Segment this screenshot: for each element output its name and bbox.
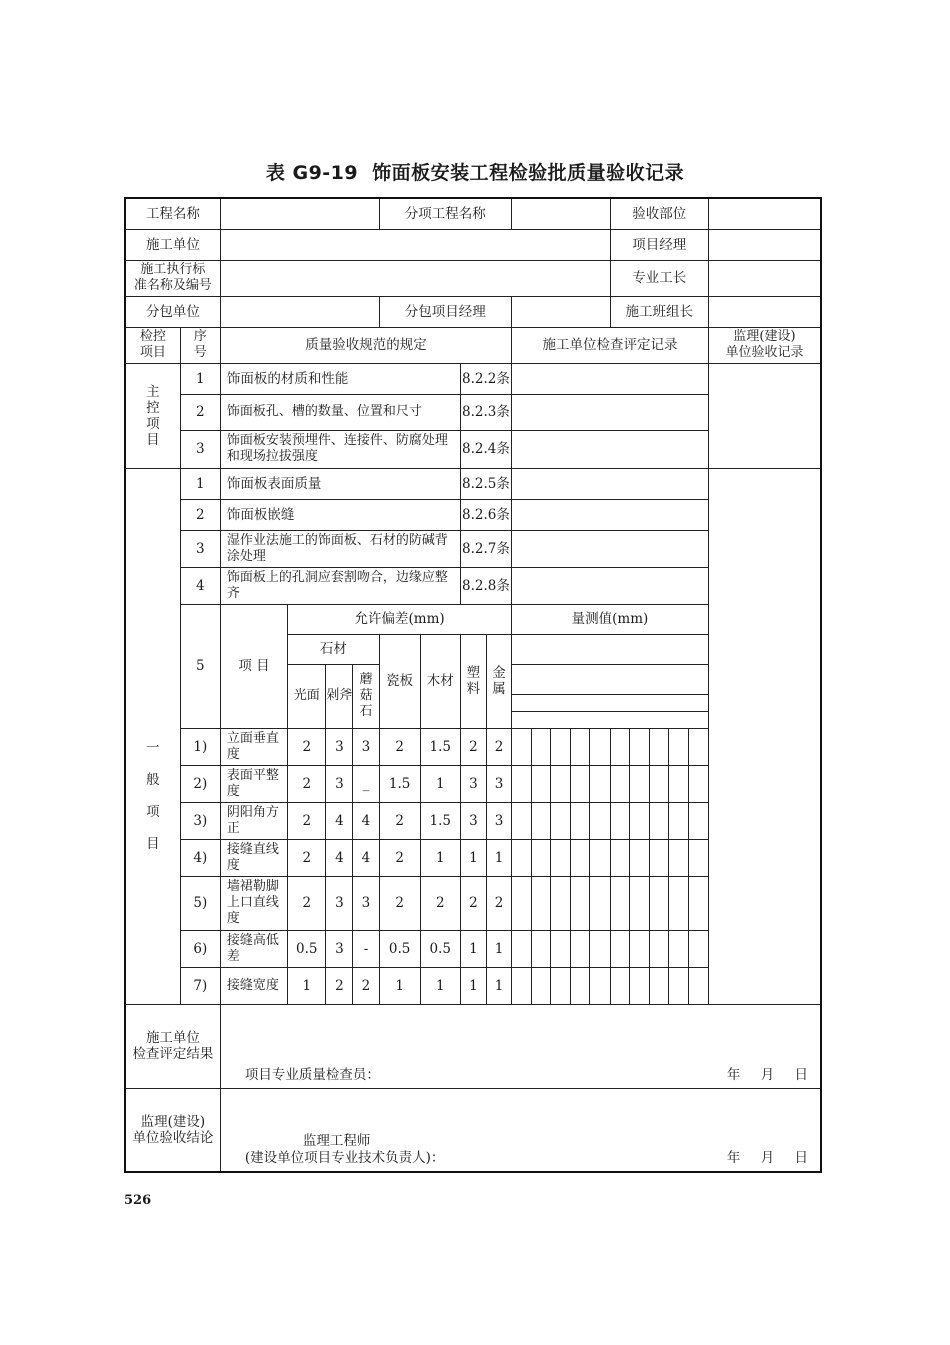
measured-blank[interactable] (512, 664, 709, 694)
general-group-char: 般 (146, 772, 160, 788)
supervision-result-label-2: 单位验收结论 (132, 1129, 214, 1146)
wood-label: 木材 (420, 634, 460, 728)
measure-cell[interactable] (571, 839, 590, 876)
mushroom-label: 蘑菇石 (353, 664, 379, 728)
measure-cell[interactable] (610, 930, 629, 967)
team-leader-field[interactable] (708, 296, 821, 327)
tolerance-value: 3 (460, 765, 486, 802)
seq-header-1: 序 (193, 329, 207, 344)
tolerance-value: 0.5 (420, 930, 460, 967)
tolerance-no: 4) (180, 839, 220, 876)
tolerance-value: 1 (486, 967, 511, 1004)
tolerance-no: 2) (180, 765, 220, 802)
supervision-header-2: 单位验收记录 (725, 345, 804, 360)
general-item-text: 湿作业法施工的饰面板、石材的防碱背涂处理 (220, 530, 460, 567)
measure-cell[interactable] (551, 802, 571, 839)
general-group-char: 一 (146, 740, 160, 756)
eval-result-label-1: 施工单位 (145, 1030, 200, 1046)
allowed-deviation-label: 允许偏差(mm) (288, 604, 512, 634)
tolerance-value: 1 (460, 839, 486, 876)
supervision-result-row (125, 1088, 821, 1172)
sub-manager-field[interactable] (512, 296, 610, 327)
main-item-no: 3 (180, 430, 220, 468)
measure-cell[interactable] (610, 728, 629, 765)
main-item-text: 饰面板的材质和性能 (220, 363, 460, 394)
measure-cell[interactable] (532, 930, 551, 967)
seq-header-2: 号 (193, 345, 207, 360)
general-item-ref: 8.2.5条 (460, 468, 511, 499)
measure-cell[interactable] (571, 930, 590, 967)
deviation-no: 5 (180, 604, 220, 728)
measure-cell[interactable] (629, 802, 649, 839)
main-supervision-field[interactable] (708, 363, 821, 468)
measure-cell[interactable] (532, 839, 551, 876)
measure-cell[interactable] (590, 839, 610, 876)
foreman-label: 专业工长 (610, 260, 708, 296)
measure-cell[interactable] (590, 930, 610, 967)
tolerance-value: 2 (326, 967, 353, 1004)
acceptance-part-label: 验收部位 (610, 198, 708, 229)
tolerance-value: 1.5 (420, 728, 460, 765)
general-item-eval-field[interactable] (512, 468, 709, 499)
general-item-eval-field[interactable] (512, 567, 709, 604)
tolerance-no: 5) (180, 876, 220, 930)
check-item-header-2: 项目 (139, 345, 166, 360)
project-manager-field[interactable] (708, 229, 821, 260)
measure-cell[interactable] (649, 839, 668, 876)
general-item-row (125, 468, 821, 499)
tolerance-value: 1 (486, 839, 511, 876)
tolerance-value: 4 (326, 802, 353, 839)
measure-cell[interactable] (571, 802, 590, 839)
measure-cell[interactable] (668, 876, 688, 930)
foreman-field[interactable] (708, 260, 821, 296)
tolerance-value: 3 (326, 876, 353, 930)
measure-cell[interactable] (610, 876, 629, 930)
main-item-no: 2 (180, 394, 220, 430)
measure-cell[interactable] (551, 930, 571, 967)
tolerance-value: 1 (460, 967, 486, 1004)
tolerance-name: 墙裙勒脚上口直线度 (220, 876, 287, 930)
measure-cell[interactable] (629, 839, 649, 876)
tolerance-value: 2 (288, 728, 326, 765)
tolerance-value: 1 (460, 930, 486, 967)
general-item-no: 3 (180, 530, 220, 567)
measure-cell[interactable] (688, 802, 708, 839)
tolerance-value: 1 (420, 967, 460, 1004)
general-group-char: 目 (146, 836, 160, 852)
main-item-ref: 8.2.2条 (460, 363, 511, 394)
measure-cell[interactable] (610, 839, 629, 876)
measure-cell[interactable] (512, 839, 532, 876)
polished-label: 光面 (288, 664, 326, 728)
general-item-text: 饰面板嵌缝 (220, 499, 460, 530)
measure-cell[interactable] (610, 802, 629, 839)
measure-cell[interactable] (688, 967, 708, 1004)
spec-header: 质量验收规范的规定 (220, 327, 511, 363)
measure-cell[interactable] (551, 839, 571, 876)
header-row-4 (125, 296, 821, 327)
supervision-date: 年 月 日 (726, 1150, 808, 1166)
main-item-eval-field[interactable] (512, 430, 709, 468)
main-item-row (125, 363, 821, 394)
general-group (125, 468, 180, 1004)
measure-cell[interactable] (688, 839, 708, 876)
tolerance-name: 立面垂直度 (220, 728, 287, 765)
tolerance-value: 1 (486, 930, 511, 967)
measure-cell[interactable] (551, 728, 571, 765)
general-item-text: 饰面板上的孔洞应套割吻合，边缘应整齐 (220, 567, 460, 604)
measure-cell[interactable] (629, 765, 649, 802)
general-item-no: 4 (180, 567, 220, 604)
measure-cell[interactable] (629, 930, 649, 967)
main-item-eval-field[interactable] (512, 394, 709, 430)
main-group-char: 控 (146, 399, 160, 416)
tolerance-value: 3 (326, 728, 353, 765)
construction-unit-label: 施工单位 (125, 229, 220, 260)
header-row-2 (125, 229, 821, 260)
measure-cell[interactable] (571, 876, 590, 930)
general-item-ref: 8.2.6条 (460, 499, 511, 530)
header-row-1 (125, 198, 821, 229)
eval-result-row (125, 1004, 821, 1088)
tolerance-no: 3) (180, 802, 220, 839)
measure-cell[interactable] (688, 728, 708, 765)
sub-project-name-label: 分项工程名称 (379, 198, 512, 229)
measure-cell[interactable] (532, 802, 551, 839)
tolerance-value: 1.5 (420, 802, 460, 839)
measure-cell[interactable] (668, 967, 688, 1004)
tolerance-value: 2 (379, 802, 420, 839)
tolerance-value: 2 (420, 876, 460, 930)
header-row-3 (125, 260, 821, 296)
stone-label: 石材 (288, 634, 379, 664)
page-title (0, 158, 950, 185)
measure-cell[interactable] (512, 930, 532, 967)
measure-cell[interactable] (590, 765, 610, 802)
measure-cell[interactable] (571, 967, 590, 1004)
tolerance-value: 2 (379, 839, 420, 876)
sub-project-name-field[interactable] (512, 198, 610, 229)
tolerance-value: 2 (288, 802, 326, 839)
measure-cell[interactable] (532, 876, 551, 930)
tolerance-name: 接缝宽度 (220, 967, 287, 1004)
engineer-label-1: 监理工程师 (302, 1133, 371, 1149)
measure-cell[interactable] (649, 876, 668, 930)
tolerance-value: 2 (288, 765, 326, 802)
ceramic-label: 瓷板 (379, 634, 420, 728)
main-group-char: 目 (146, 431, 160, 448)
tolerance-value: 0.5 (379, 930, 420, 967)
measure-cell[interactable] (590, 967, 610, 1004)
main-group-char: 主 (146, 383, 160, 400)
main-item-ref: 8.2.3条 (460, 394, 511, 430)
measure-cell[interactable] (629, 728, 649, 765)
measure-cell[interactable] (649, 802, 668, 839)
main-control-group (125, 363, 180, 468)
measured-blank[interactable] (512, 634, 709, 664)
measure-cell[interactable] (688, 930, 708, 967)
general-item-no: 1 (180, 468, 220, 499)
measure-cell[interactable] (590, 728, 610, 765)
tolerance-value: 4 (326, 839, 353, 876)
measure-cell[interactable] (532, 728, 551, 765)
measure-cell[interactable] (512, 728, 532, 765)
measure-cell[interactable] (668, 839, 688, 876)
engineer-label-2: (建设单位项目专业技术负责人)： (244, 1150, 445, 1166)
standard-label (125, 260, 220, 296)
tolerance-value: 0.5 (288, 930, 326, 967)
tolerance-value: 3 (460, 802, 486, 839)
measure-cell[interactable] (532, 765, 551, 802)
table-title: 饰面板安装工程检验批质量验收记录 (372, 162, 685, 184)
measure-cell[interactable] (649, 930, 668, 967)
standard-label-line2: 准名称及编号 (133, 278, 212, 293)
supervision-result-label (125, 1088, 220, 1172)
tolerance-value: 2 (486, 876, 511, 930)
measured-blank[interactable] (512, 694, 709, 711)
tolerance-value: 2 (486, 728, 511, 765)
measure-cell[interactable] (629, 876, 649, 930)
acceptance-part-field[interactable] (708, 198, 821, 229)
measure-cell[interactable] (610, 967, 629, 1004)
project-manager-label: 项目经理 (610, 229, 708, 260)
general-item-no: 2 (180, 499, 220, 530)
measure-cell[interactable] (512, 765, 532, 802)
tolerance-value: 2 (460, 728, 486, 765)
tolerance-value: 3 (486, 765, 511, 802)
main-item-text: 饰面板孔、槽的数量、位置和尺寸 (220, 394, 460, 430)
acceptance-record-table (124, 197, 822, 1173)
inspector-label: 项目专业质量检查员： (244, 1066, 380, 1083)
tolerance-value: 3 (353, 728, 379, 765)
general-item-ref: 8.2.8条 (460, 567, 511, 604)
eval-result-label-2: 检查评定结果 (132, 1046, 214, 1062)
tolerance-no: 6) (180, 930, 220, 967)
supervision-header-1: 监理(建设) (733, 329, 796, 344)
metal-label: 金属 (486, 634, 511, 728)
eval-date: 年 月 日 (726, 1066, 808, 1083)
general-item-ref: 8.2.7条 (460, 530, 511, 567)
tolerance-value: 2 (460, 876, 486, 930)
check-item-header (125, 327, 180, 363)
deviation-item-label: 项 目 (220, 604, 287, 728)
measure-cell[interactable] (571, 765, 590, 802)
measure-cell[interactable] (668, 765, 688, 802)
seq-header (180, 327, 220, 363)
general-item-eval-field[interactable] (512, 530, 709, 567)
subcontractor-label: 分包单位 (125, 296, 220, 327)
measure-cell[interactable] (629, 967, 649, 1004)
tolerance-value: 1.5 (379, 765, 420, 802)
sub-manager-label: 分包项目经理 (379, 296, 512, 327)
tolerance-value: 2 (288, 839, 326, 876)
main-item-no: 1 (180, 363, 220, 394)
construction-unit-field[interactable] (220, 229, 610, 260)
tolerance-value: 2 (353, 967, 379, 1004)
measure-cell[interactable] (571, 728, 590, 765)
measure-cell[interactable] (649, 967, 668, 1004)
measure-cell[interactable] (649, 728, 668, 765)
tolerance-value: _ (353, 765, 379, 802)
tolerance-name: 表面平整度 (220, 765, 287, 802)
page-number: 526 (124, 1193, 152, 1208)
tolerance-name: 阴阳角方正 (220, 802, 287, 839)
tolerance-value: 3 (326, 765, 353, 802)
measure-cell[interactable] (688, 876, 708, 930)
project-name-label: 工程名称 (125, 198, 220, 229)
eval-header: 施工单位检查评定记录 (512, 327, 709, 363)
tolerance-value: 1 (379, 967, 420, 1004)
subcontractor-field[interactable] (220, 296, 379, 327)
main-item-text: 饰面板安装预埋件、连接件、防腐处理和现场拉拔强度 (220, 430, 460, 468)
main-item-ref: 8.2.4条 (460, 430, 511, 468)
measure-cell[interactable] (512, 967, 532, 1004)
tolerance-value: 1 (420, 765, 460, 802)
measure-cell[interactable] (532, 967, 551, 1004)
supervision-result-label-1: 监理(建设) (140, 1113, 206, 1130)
general-item-eval-field[interactable] (512, 499, 709, 530)
team-leader-label: 施工班组长 (610, 296, 708, 327)
tolerance-value: 4 (353, 802, 379, 839)
measure-cell[interactable] (551, 967, 571, 1004)
measure-cell[interactable] (512, 802, 532, 839)
measure-cell[interactable] (512, 876, 532, 930)
table-code: 表 G9-19 (265, 162, 359, 184)
tolerance-value: 4 (353, 839, 379, 876)
tolerance-value: 2 (379, 876, 420, 930)
measure-cell[interactable] (668, 802, 688, 839)
measure-cell[interactable] (649, 765, 668, 802)
column-header-row (125, 327, 821, 363)
tolerance-name: 接缝高低差 (220, 930, 287, 967)
chiseled-label: 剁斧 (326, 664, 353, 728)
tolerance-no: 7) (180, 967, 220, 1004)
supervision-result-field[interactable] (220, 1088, 821, 1172)
supervision-header (708, 327, 821, 363)
tolerance-value: - (353, 930, 379, 967)
tolerance-name: 接缝直线度 (220, 839, 287, 876)
measure-cell[interactable] (551, 765, 571, 802)
engineer-label (245, 1133, 445, 1167)
general-group-char: 项 (146, 804, 160, 820)
measure-cell[interactable] (668, 930, 688, 967)
tolerance-value: 2 (288, 876, 326, 930)
measured-blank[interactable] (512, 711, 709, 728)
eval-result-label (125, 1004, 220, 1088)
tolerance-value: 2 (379, 728, 420, 765)
tolerance-value: 3 (326, 930, 353, 967)
tolerance-no: 1) (180, 728, 220, 765)
tolerance-value: 1 (288, 967, 326, 1004)
standard-label-line1: 施工执行标 (140, 262, 206, 277)
standard-field[interactable] (220, 260, 610, 296)
measure-cell[interactable] (688, 765, 708, 802)
measured-value-label: 量测值(mm) (512, 604, 709, 634)
measure-cell[interactable] (590, 876, 610, 930)
general-supervision-field[interactable] (708, 468, 821, 1004)
tolerance-value: 3 (486, 802, 511, 839)
measure-cell[interactable] (590, 802, 610, 839)
main-group-char: 项 (146, 415, 160, 432)
plastic-label: 塑料 (460, 634, 486, 728)
measure-cell[interactable] (610, 765, 629, 802)
general-item-text: 饰面板表面质量 (220, 468, 460, 499)
measure-cell[interactable] (551, 876, 571, 930)
measure-cell[interactable] (668, 728, 688, 765)
main-item-eval-field[interactable] (512, 363, 709, 394)
eval-result-field[interactable] (220, 1004, 821, 1088)
tolerance-value: 1 (420, 839, 460, 876)
tolerance-value: 3 (353, 876, 379, 930)
project-name-field[interactable] (220, 198, 379, 229)
check-item-header-1: 检控 (139, 329, 166, 344)
